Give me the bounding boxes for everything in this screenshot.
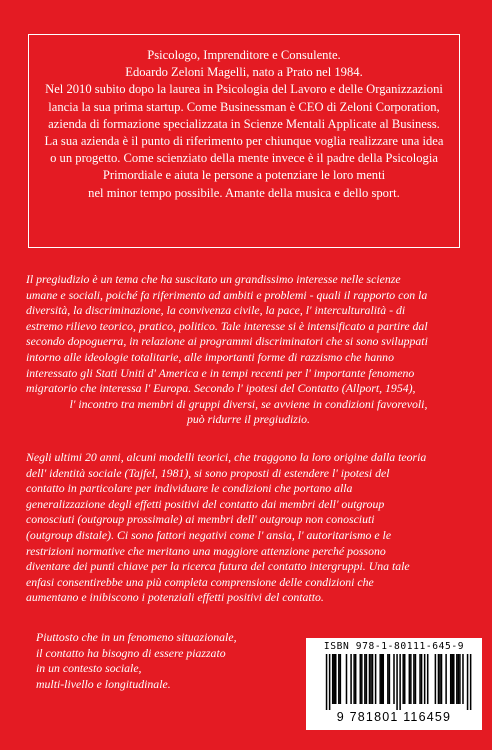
bio-line: Edoardo Zeloni Magelli, nato a Prato nel 1984.	[125, 65, 363, 80]
barcode-bar	[375, 654, 377, 704]
barcode-bar	[350, 654, 352, 704]
barcode-bar	[329, 654, 331, 710]
paragraph-line: Il pregiudizio è un tema che ha suscitato un grandissimo interesse nelle scienze	[26, 272, 401, 286]
paragraph-line: migratorio che interessa l' Europa. Secondo l' ipotesi del Contatto (Allport, 1954),	[26, 381, 416, 396]
bio-line: Nel 2010 subito dopo la laurea in Psicologia del Lavoro e delle Organizzazioni	[45, 82, 443, 97]
barcode-bar	[389, 654, 391, 704]
barcode-bar	[467, 654, 469, 710]
barcode-bar	[370, 654, 372, 704]
barcode-bar	[361, 654, 363, 704]
barcode-bar	[340, 654, 342, 704]
paragraph-line: diventare dei punti chiave per la ricerca futura del contatto intergruppi. Una tale	[26, 559, 410, 574]
barcode-bar	[445, 654, 447, 704]
barcode-bar	[335, 654, 337, 704]
barcode-bar	[402, 654, 404, 704]
barcode-bar	[424, 654, 426, 704]
barcode-bar	[441, 654, 443, 704]
barcode-image	[312, 654, 476, 710]
barcode-bar	[404, 654, 406, 704]
barcode-bar	[333, 654, 335, 704]
barcode-bar	[459, 654, 461, 704]
paragraph-line: interessato gli Stati Uniti d' America e in tempi recenti per l' importante fenomeno	[26, 365, 415, 380]
barcode-bar	[462, 654, 464, 704]
paragraph-line: umane e sociali, poiché fa riferimento ad ambiti e problemi - quali il rapporto con la	[26, 287, 428, 302]
barcode-bar	[427, 654, 429, 704]
barcode-bar	[369, 654, 371, 704]
barcode-bar	[458, 654, 460, 704]
paragraph-line: contatto in particolare per individuare le condizioni che portano alla	[26, 481, 353, 496]
bio-line: Primordiale e aiuta le persone a potenziare le loro menti	[102, 168, 386, 183]
barcode-bar	[419, 654, 421, 704]
barcode-bar	[353, 654, 355, 704]
quote-line: multi-livello e longitudinale.	[36, 676, 171, 691]
closing-quote	[36, 630, 276, 692]
description-paragraph-2	[26, 450, 471, 606]
barcode-bar	[456, 654, 458, 704]
barcode-bar	[326, 654, 328, 710]
barcode-bar	[421, 654, 423, 704]
paragraph-line: estremo rilievo teorico, pratico, politico. Tale interesse si è intensificato a partire dal	[26, 318, 428, 333]
bio-line: azienda di formazione specializzata in Scienze Mentali Applicate al Business.	[48, 116, 440, 131]
barcode-bar	[439, 654, 441, 704]
barcode-bar	[410, 654, 412, 704]
barcode-bar	[470, 654, 472, 710]
barcode-bar	[396, 654, 398, 710]
barcode-bar	[438, 654, 440, 704]
bio-line: lancia la sua prima startup. Come Businessman è CEO di Zeloni Corporation,	[48, 99, 440, 114]
quote-line: in un contesto sociale,	[36, 661, 142, 676]
barcode-bar	[379, 654, 381, 704]
barcode-bar	[360, 654, 362, 704]
barcode-bar	[387, 654, 389, 704]
barcode-bar	[355, 654, 357, 704]
paragraph-line: secondo dopoguerra, in relazione ai programmi discriminatori che si sono sviluppati	[26, 334, 428, 349]
bio-line: La sua azienda è il punto di riferimento per chiunque voglia realizzare una idea	[44, 134, 444, 149]
quote-line: Piuttosto che in un fenomeno situazionale,	[36, 630, 237, 644]
barcode-bar	[415, 654, 417, 704]
barcode-bar	[435, 654, 437, 704]
paragraph-line: conosciuti (outgroup prossimale) ai membri dell' outgroup non conosciuti	[26, 512, 375, 527]
barcode-bar	[450, 654, 452, 704]
bio-line: nel minor tempo possibile. Amante della musica e dello sport.	[88, 185, 400, 200]
barcode-bar	[364, 654, 366, 704]
barcode-bar	[409, 654, 411, 704]
paragraph-line: (outgroup distale). Ci sono fattori negativi come l' ansia, l' autoritarismo e le	[26, 527, 392, 542]
barcode-bar	[372, 654, 374, 704]
barcode-bar	[413, 654, 415, 704]
barcode-bar	[399, 654, 401, 710]
barcode-bar	[383, 654, 385, 704]
barcode-bar	[366, 654, 368, 704]
paragraph-line: diversità, la discriminazione, la convivenza civile, la pace, l' interculturalità - di	[26, 303, 406, 318]
paragraph-line: Negli ultimi 20 anni, alcuni modelli teorici, che traggono la loro origine dalla teoria	[26, 450, 427, 464]
paragraph-line: dell' identità sociale (Tajfel, 1981), si sono proposti di estendere l' ipotesi del	[26, 465, 390, 480]
barcode-bar	[381, 654, 383, 704]
barcode-bar	[453, 654, 455, 704]
barcode-number: 9 781801 116459	[336, 710, 452, 724]
paragraph-line: l' incontro tra membri di gruppi diversi, se avviene in condizioni favorevoli,	[69, 396, 428, 411]
paragraph-line: intorno alle ideologie totalitarie, alle importanti forme di razzismo che hanno	[26, 349, 394, 364]
bio-line: Psicologo, Imprenditore e Consulente.	[147, 48, 341, 62]
barcode-bar	[393, 654, 395, 704]
description-paragraph-1	[26, 272, 471, 428]
isbn-label: ISBN 978-1-80111-645-9	[323, 641, 465, 652]
paragraph-line: enfasi consentirebbe una più completa comprensione delle condizioni che	[26, 574, 374, 589]
quote-line: il contatto ha bisogno di essere piazzato	[36, 645, 226, 660]
paragraph-line: può ridurre il pregiudizio.	[187, 412, 310, 427]
paragraph-line: restrizioni normative che meritano una maggiore attenzione perché possono	[26, 543, 386, 558]
paragraph-line: aumentano e inibiscono i potenziali effetti positivi del contatto.	[26, 590, 324, 605]
barcode-box	[306, 638, 482, 730]
paragraph-line: generalizzazione degli effetti positivi del contatto dai membri dell' outgroup	[26, 496, 385, 511]
barcode-bar	[338, 654, 340, 704]
bio-line: o un progetto. Come scienziato della mente invece è il padre della Psicologia	[50, 151, 438, 166]
barcode-bar	[451, 654, 453, 704]
author-bio	[34, 47, 454, 202]
barcode-bar	[346, 654, 348, 704]
barcode-bar	[332, 654, 334, 704]
